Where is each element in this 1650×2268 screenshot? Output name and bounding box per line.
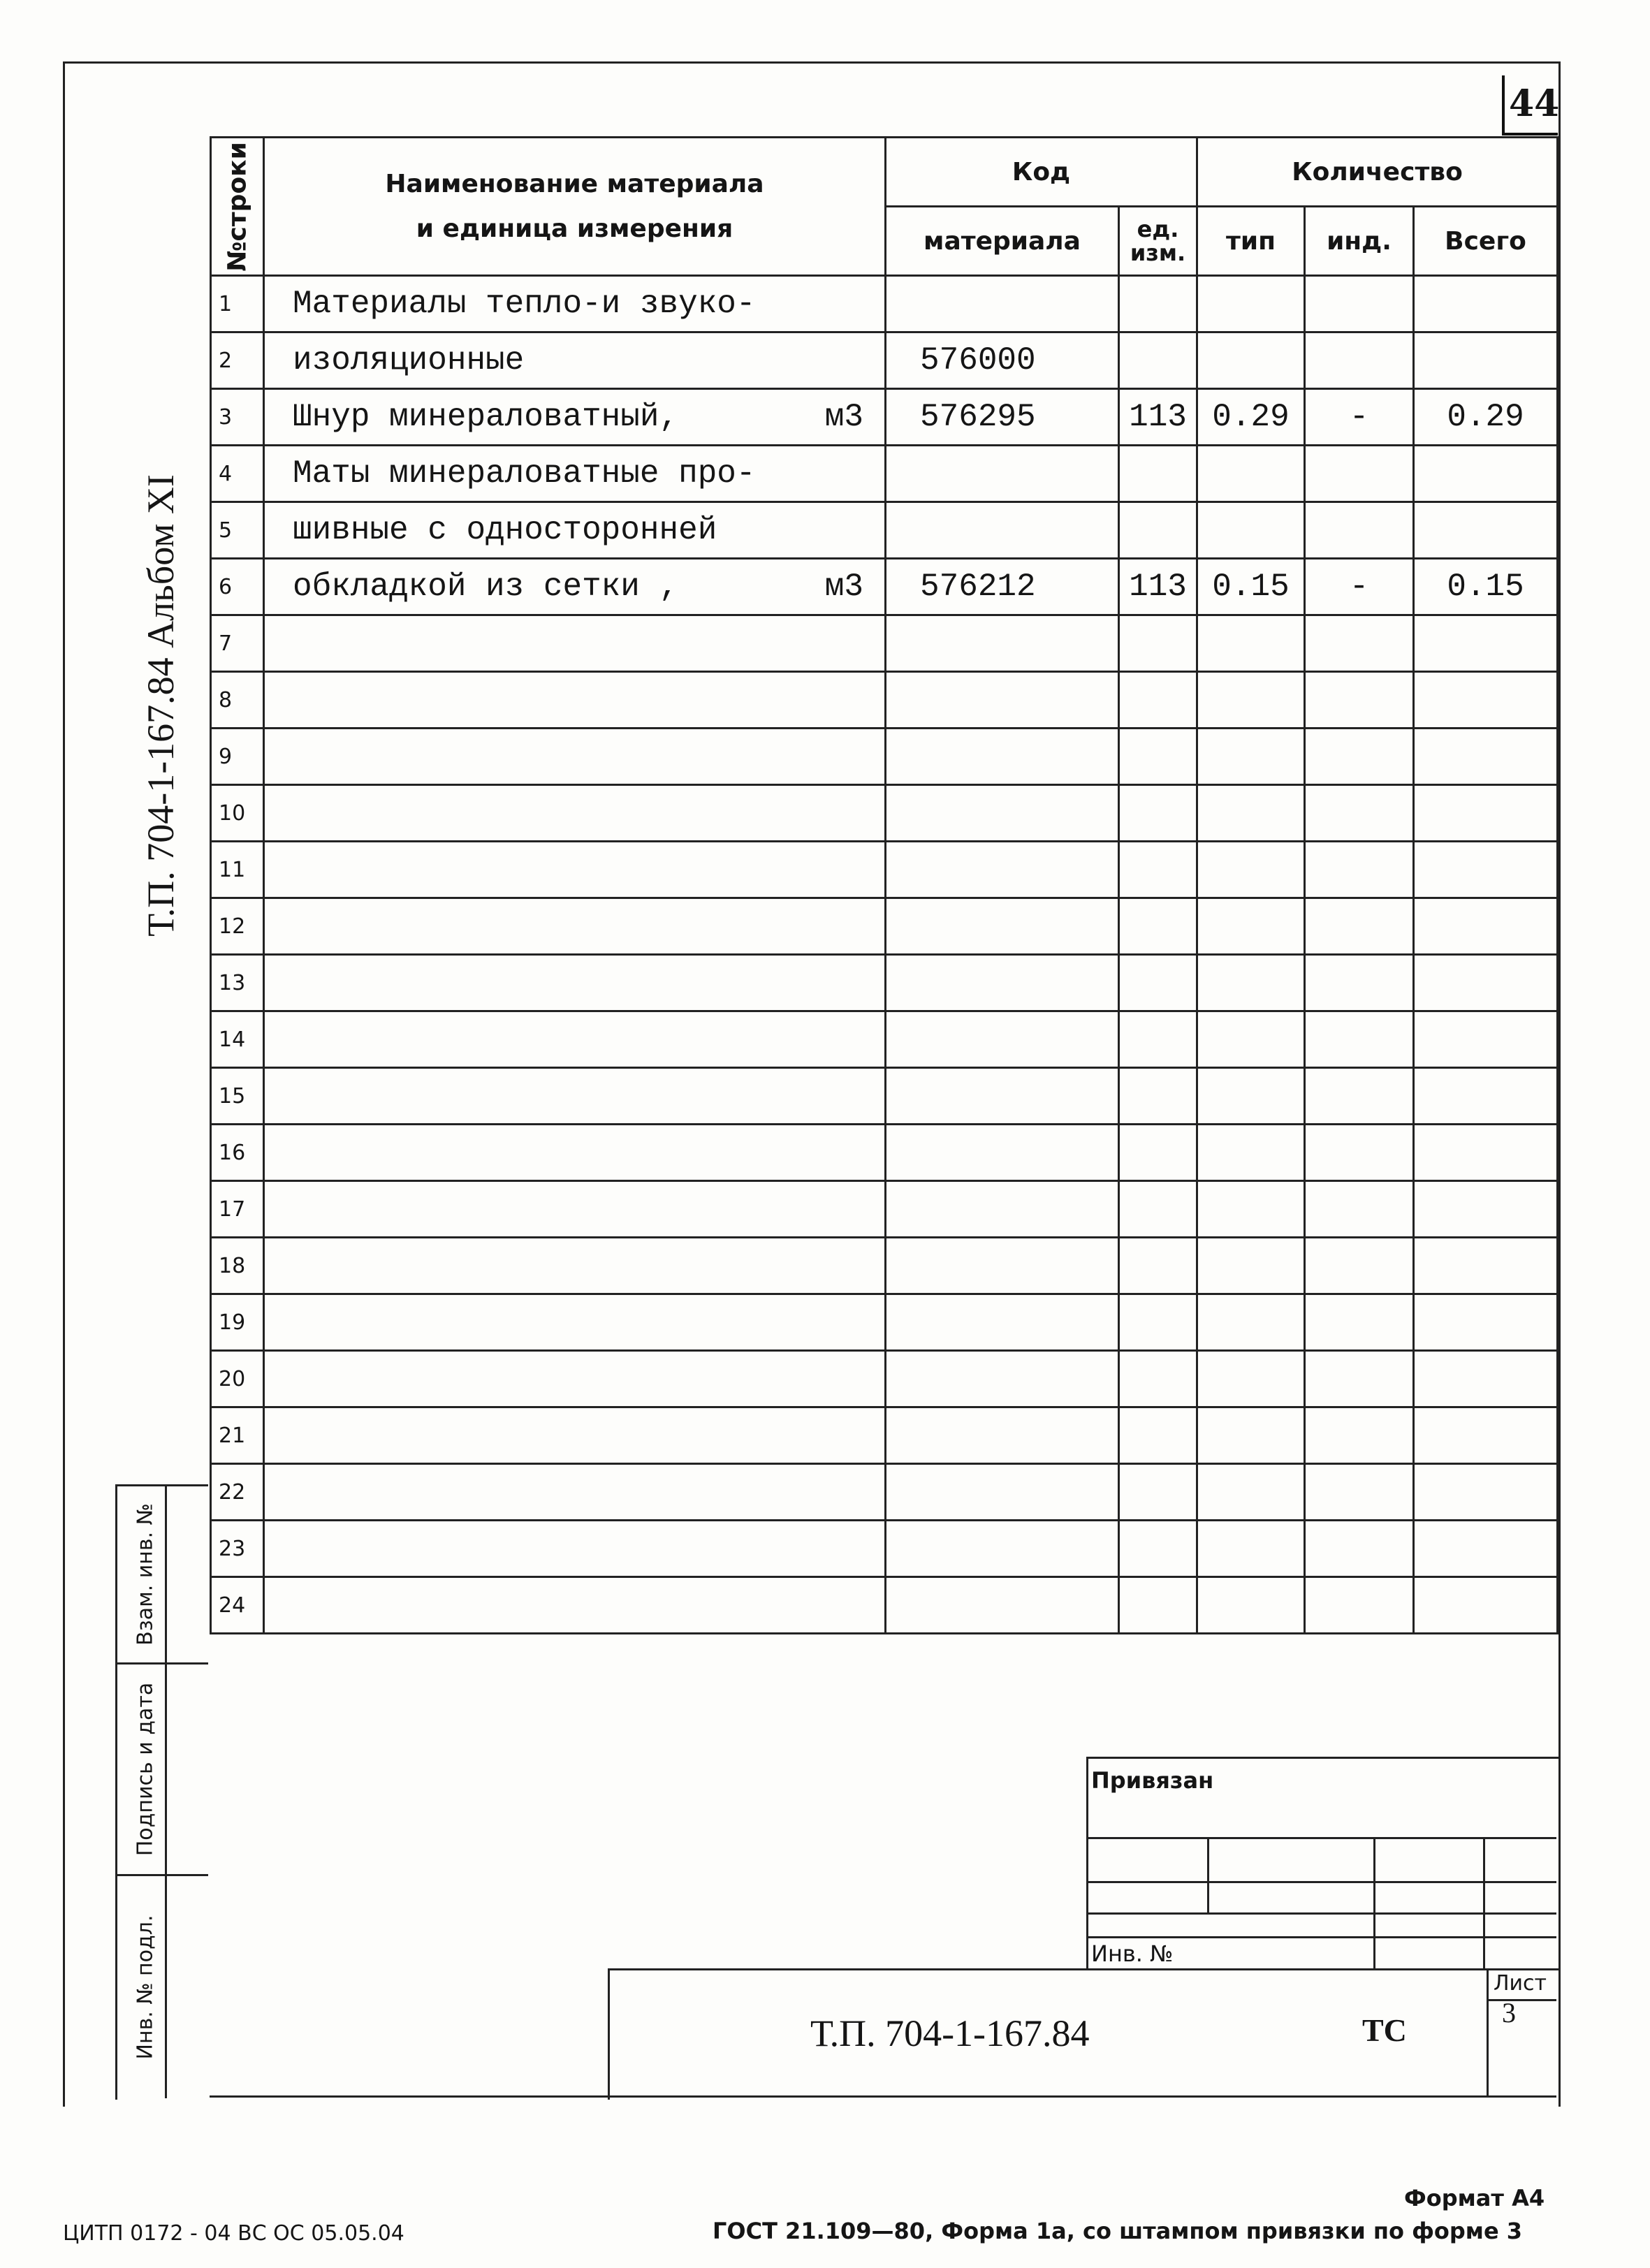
- material-name: [264, 842, 886, 898]
- material-name: Материалы тепло-и звуко-: [264, 276, 886, 332]
- table-row: [211, 1068, 1558, 1125]
- row-number: 9: [211, 729, 264, 785]
- row-number: 10: [211, 785, 264, 842]
- vzam-label: Взам. инв. №: [133, 1503, 158, 1646]
- material-name: [264, 1294, 886, 1351]
- type-qty: [1197, 1125, 1305, 1181]
- type-qty: [1197, 1351, 1305, 1407]
- table-row: [211, 1294, 1558, 1351]
- table-row: [211, 842, 1558, 898]
- ind-qty: [1305, 1125, 1414, 1181]
- unit-label: м3: [824, 569, 863, 605]
- type-qty: [1197, 276, 1305, 332]
- total-qty: [1414, 785, 1558, 842]
- footer-left: ЦИТП 0172 - 04 ВС ОС 05.05.04: [63, 2221, 404, 2246]
- material-name: обкладкой из сетки , м3: [264, 559, 886, 615]
- total-qty: [1414, 1181, 1558, 1238]
- total-qty: [1414, 1068, 1558, 1125]
- total-qty: [1414, 1238, 1558, 1294]
- table-row: [211, 276, 1558, 332]
- material-code: [886, 446, 1119, 502]
- materials-table: [210, 136, 1558, 1634]
- table-row: [211, 1407, 1558, 1464]
- row-number: 3: [211, 389, 264, 446]
- table-row: [211, 1125, 1558, 1181]
- total-qty: 0.15: [1414, 559, 1558, 615]
- material-code-header: материала: [886, 207, 1119, 276]
- material-name: [264, 898, 886, 955]
- total-qty: [1414, 1351, 1558, 1407]
- table-row: [211, 446, 1558, 502]
- type-qty: 0.15: [1197, 559, 1305, 615]
- ind-qty: [1305, 332, 1414, 389]
- type-qty: [1197, 332, 1305, 389]
- row-number: 2: [211, 332, 264, 389]
- total-qty: [1414, 502, 1558, 559]
- material-code: [886, 276, 1119, 332]
- total-qty: [1414, 615, 1558, 672]
- material-code: [886, 842, 1119, 898]
- sheet-value: 3: [1502, 1997, 1516, 2028]
- type-qty: [1197, 1238, 1305, 1294]
- row-number: 7: [211, 615, 264, 672]
- unit-code-header: ед. изм.: [1119, 207, 1197, 276]
- material-code: 576212: [886, 559, 1119, 615]
- unit-code: [1119, 1351, 1197, 1407]
- table-row: [211, 559, 1558, 615]
- material-name: [264, 672, 886, 729]
- ind-qty: [1305, 1181, 1414, 1238]
- ind-qty: [1305, 1351, 1414, 1407]
- unit-code: [1119, 1294, 1197, 1351]
- material-name: Маты минераловатные про-: [264, 446, 886, 502]
- material-name-header: Наименование материала и единица измерения: [264, 138, 886, 276]
- total-qty: [1414, 276, 1558, 332]
- inv-podl-label: Инв. № подл.: [133, 1915, 158, 2060]
- table-row: [211, 389, 1558, 446]
- unit-code: [1119, 615, 1197, 672]
- unit-code: [1119, 1238, 1197, 1294]
- unit-code: [1119, 955, 1197, 1011]
- table-row: [211, 1181, 1558, 1238]
- type-qty: [1197, 446, 1305, 502]
- unit-code: [1119, 502, 1197, 559]
- ind-qty: [1305, 1238, 1414, 1294]
- material-name: шивные с односторонней: [264, 502, 886, 559]
- ind-qty: [1305, 446, 1414, 502]
- material-code: [886, 615, 1119, 672]
- total-qty: [1414, 729, 1558, 785]
- ind-header: инд.: [1305, 207, 1414, 276]
- type-qty: [1197, 1464, 1305, 1521]
- row-number: 16: [211, 1125, 264, 1181]
- material-name: [264, 1577, 886, 1634]
- row-number: 4: [211, 446, 264, 502]
- type-qty: [1197, 1294, 1305, 1351]
- table-row: [211, 1521, 1558, 1577]
- unit-code: [1119, 1125, 1197, 1181]
- total-qty: [1414, 1577, 1558, 1634]
- type-qty: [1197, 502, 1305, 559]
- ind-qty: [1305, 615, 1414, 672]
- row-number: 8: [211, 672, 264, 729]
- type-qty: [1197, 955, 1305, 1011]
- total-qty: [1414, 1407, 1558, 1464]
- material-code: [886, 1464, 1119, 1521]
- unit-code: [1119, 672, 1197, 729]
- material-name: [264, 1238, 886, 1294]
- footer-right: ГОСТ 21.109—80, Форма 1а, со штампом привязки по форме 3: [713, 2218, 1523, 2244]
- total-qty: [1414, 1011, 1558, 1068]
- row-number-header: №строки: [211, 138, 264, 276]
- total-qty: [1414, 1521, 1558, 1577]
- type-qty: [1197, 898, 1305, 955]
- ind-qty: -: [1305, 389, 1414, 446]
- total-qty: 0.29: [1414, 389, 1558, 446]
- table-row: [211, 615, 1558, 672]
- material-code: [886, 1125, 1119, 1181]
- sheet-label: Лист: [1494, 1971, 1547, 1996]
- material-code: [886, 729, 1119, 785]
- table-row: [211, 1351, 1558, 1407]
- table-row: [211, 729, 1558, 785]
- table-row: [211, 672, 1558, 729]
- type-qty: 0.29: [1197, 389, 1305, 446]
- vzam-cell: [117, 1486, 208, 1665]
- table-row: [211, 1011, 1558, 1068]
- table-row: [211, 898, 1558, 955]
- inv-podl-cell: [117, 1876, 208, 2098]
- total-qty: [1414, 1464, 1558, 1521]
- total-qty: [1414, 332, 1558, 389]
- total-header: Всего: [1414, 207, 1558, 276]
- material-name: [264, 729, 886, 785]
- table-row: [211, 1238, 1558, 1294]
- material-code: 576295: [886, 389, 1119, 446]
- type-qty: [1197, 729, 1305, 785]
- unit-code: [1119, 1011, 1197, 1068]
- unit-code: 113: [1119, 389, 1197, 446]
- approval-stamp: [115, 1484, 208, 2100]
- unit-code: [1119, 1068, 1197, 1125]
- material-name: [264, 1125, 886, 1181]
- material-code: [886, 1521, 1119, 1577]
- type-qty: [1197, 1521, 1305, 1577]
- unit-code: [1119, 332, 1197, 389]
- ind-qty: [1305, 785, 1414, 842]
- table-row: [211, 955, 1558, 1011]
- type-qty: [1197, 615, 1305, 672]
- material-code: [886, 1181, 1119, 1238]
- type-header: тип: [1197, 207, 1305, 276]
- document-mark: ТС: [1362, 2012, 1407, 2048]
- binding-inv-label: Инв. №: [1091, 1940, 1174, 1967]
- material-name: [264, 955, 886, 1011]
- material-code: [886, 1068, 1119, 1125]
- table-row: [211, 1577, 1558, 1634]
- ind-qty: [1305, 672, 1414, 729]
- row-number: 23: [211, 1521, 264, 1577]
- material-name: [264, 615, 886, 672]
- row-number: 14: [211, 1011, 264, 1068]
- type-qty: [1197, 785, 1305, 842]
- unit-code: [1119, 1181, 1197, 1238]
- ind-qty: [1305, 1464, 1414, 1521]
- row-number: 17: [211, 1181, 264, 1238]
- unit-code: [1119, 1577, 1197, 1634]
- type-qty: [1197, 1577, 1305, 1634]
- material-code: [886, 1238, 1119, 1294]
- material-name: [264, 1068, 886, 1125]
- material-name: изоляционные: [264, 332, 886, 389]
- unit-code: 113: [1119, 559, 1197, 615]
- row-number: 15: [211, 1068, 264, 1125]
- material-code: [886, 502, 1119, 559]
- total-qty: [1414, 1125, 1558, 1181]
- row-number: 19: [211, 1294, 264, 1351]
- binding-label: Привязан: [1091, 1767, 1214, 1794]
- unit-code: [1119, 785, 1197, 842]
- unit-label: м3: [824, 399, 863, 435]
- material-code: [886, 672, 1119, 729]
- unit-code: [1119, 842, 1197, 898]
- unit-code: [1119, 1521, 1197, 1577]
- table-row: [211, 332, 1558, 389]
- row-number: 12: [211, 898, 264, 955]
- unit-code: [1119, 1464, 1197, 1521]
- ind-qty: -: [1305, 559, 1414, 615]
- table-row: [211, 502, 1558, 559]
- unit-code: [1119, 729, 1197, 785]
- ind-qty: [1305, 1577, 1414, 1634]
- total-qty: [1414, 1294, 1558, 1351]
- document-code: Т.П. 704-1-167.84: [810, 2012, 1090, 2054]
- total-qty: [1414, 842, 1558, 898]
- ind-qty: [1305, 502, 1414, 559]
- total-qty: [1414, 672, 1558, 729]
- unit-code: [1119, 446, 1197, 502]
- type-qty: [1197, 672, 1305, 729]
- table-row: [211, 1464, 1558, 1521]
- ind-qty: [1305, 842, 1414, 898]
- quantity-header: Количество: [1197, 138, 1558, 207]
- material-code: 576000: [886, 332, 1119, 389]
- type-qty: [1197, 1407, 1305, 1464]
- row-number: 5: [211, 502, 264, 559]
- ind-qty: [1305, 1068, 1414, 1125]
- material-name: [264, 785, 886, 842]
- material-code: [886, 1011, 1119, 1068]
- total-qty: [1414, 446, 1558, 502]
- unit-code: [1119, 898, 1197, 955]
- row-number: 6: [211, 559, 264, 615]
- material-name: Шнур минераловатный, м3: [264, 389, 886, 446]
- ind-qty: [1305, 955, 1414, 1011]
- material-code: [886, 1577, 1119, 1634]
- material-code: [886, 1351, 1119, 1407]
- type-qty: [1197, 1011, 1305, 1068]
- ind-qty: [1305, 1407, 1414, 1464]
- material-code: [886, 1294, 1119, 1351]
- row-number: 13: [211, 955, 264, 1011]
- material-name: [264, 1351, 886, 1407]
- sheet-number: 44: [1509, 82, 1560, 125]
- code-header: Код: [886, 138, 1197, 207]
- type-qty: [1197, 1068, 1305, 1125]
- material-name: [264, 1011, 886, 1068]
- format-label: Формат А4: [1404, 2185, 1545, 2211]
- row-number: 21: [211, 1407, 264, 1464]
- ind-qty: [1305, 729, 1414, 785]
- ind-qty: [1305, 276, 1414, 332]
- row-number: 18: [211, 1238, 264, 1294]
- ind-qty: [1305, 898, 1414, 955]
- ind-qty: [1305, 1011, 1414, 1068]
- row-number: 22: [211, 1464, 264, 1521]
- ind-qty: [1305, 1294, 1414, 1351]
- table-row: [211, 785, 1558, 842]
- total-qty: [1414, 955, 1558, 1011]
- material-code: [886, 785, 1119, 842]
- total-qty: [1414, 898, 1558, 955]
- row-number: 1: [211, 276, 264, 332]
- ind-qty: [1305, 1521, 1414, 1577]
- material-name: [264, 1407, 886, 1464]
- row-number: 24: [211, 1577, 264, 1634]
- material-code: [886, 898, 1119, 955]
- type-qty: [1197, 842, 1305, 898]
- unit-code: [1119, 276, 1197, 332]
- material-name: [264, 1181, 886, 1238]
- album-title: Т.П. 704-1-167.84 Альбом XI: [140, 474, 182, 937]
- material-name: [264, 1521, 886, 1577]
- signature-cell: [117, 1665, 208, 1876]
- row-number: 11: [211, 842, 264, 898]
- material-code: [886, 955, 1119, 1011]
- row-number: 20: [211, 1351, 264, 1407]
- type-qty: [1197, 1181, 1305, 1238]
- material-name: [264, 1464, 886, 1521]
- signature-label: Подпись и дата: [133, 1682, 158, 1857]
- material-code: [886, 1407, 1119, 1464]
- unit-code: [1119, 1407, 1197, 1464]
